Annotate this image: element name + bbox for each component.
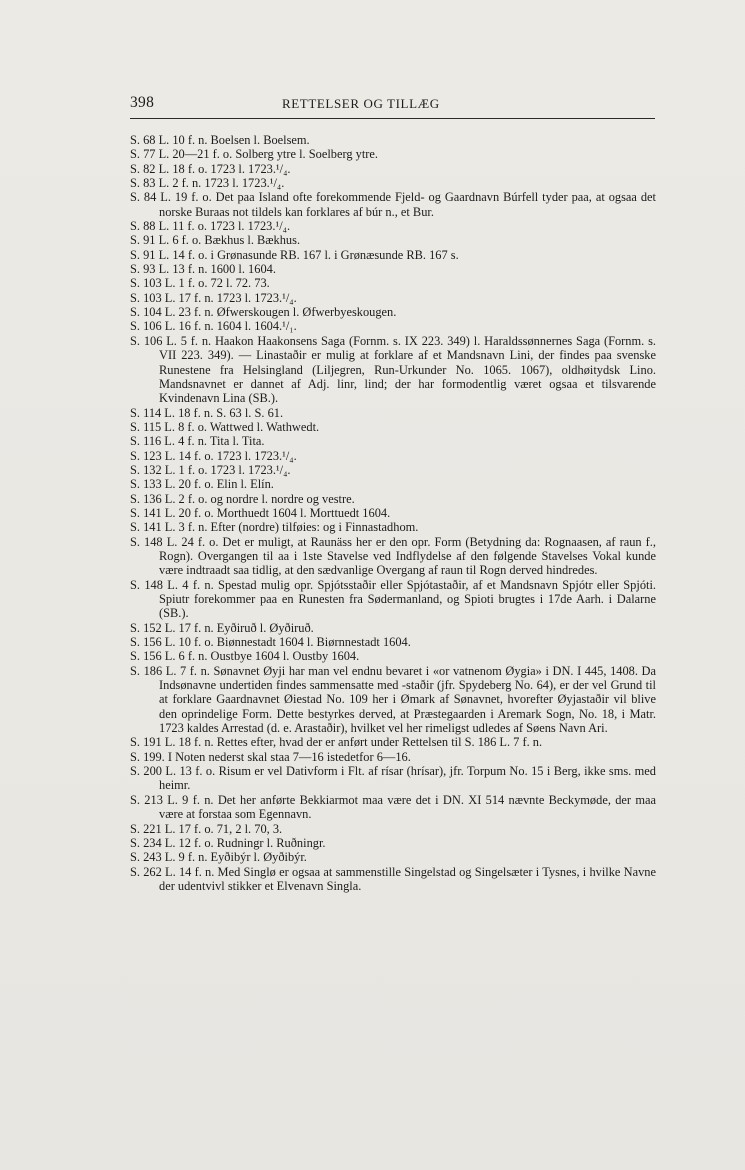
correction-entry: S. 152 L. 17 f. n. Eyðiruð l. Øyðiruð. (130, 620, 314, 635)
correction-entry: S. 148 L. 4 f. n. Spestad mulig opr. Spjótsstaðir eller Spjótastaðir, af et Mandsnavn Spjótr eller Spjóti. Spiutr forekommer paa en Runesten fra Sødermanland, og Spioti brugtes i 17de Aarh. i Dalarne (SB.). (130, 577, 656, 621)
correction-entry: S. 106 L. 5 f. n. Haakon Haakonsens Saga (Fornm. s. IX 223. 349) l. Haraldssønnernes Saga (Fornm. s. VII 223. 349). — Linastaðir er mulig at forklare af et Mandsnavn Lini, der findes paa svenske Runestene fra Helsingland (Liljegren, Run-Urkunder No. 1065. 1067), oldhøitydsk Lino. Mandsnavnet er dannet af Adj. linr, lind; der har formodentlig været ogsaa et tilsvarende Kvindenavn Lina (SB.). (130, 333, 656, 406)
correction-entry: S. 68 L. 10 f. n. Boelsen l. Boelsem. (130, 133, 310, 147)
correction-entry: S. 103 L. 1 f. o. 72 l. 72. 73. (130, 276, 270, 291)
correction-entry: S. 243 L. 9 f. n. Eyðibýr l. Øyðibýr. (130, 850, 307, 865)
correction-entry: S. 186 L. 7 f. n. Sønavnet Øyji har man vel endnu bevaret i «or vatnenom Øygia» i DN. I 445, 1408. Da Indsønavne undertiden findes sammensatte med -staðir (jfr. Spydeberg No. 64), er der vel Grund til at forklare Gaardnavnet Øiestad No. 109 her i Ømark af Sønavnet, hvorefter Øyjastaðir vil blive den oprindelige Form. Dette bestyrkes derved, at Præstegaarden i Aremark Sogn, No. 18, i Matr. 1723 kaldes Arrestad (d. e. Arastaðir), hvilket vel her rimeligst udledes af Søens Navn Ari. (130, 663, 656, 736)
correction-entry: S. 136 L. 2 f. o. og nordre l. nordre og vestre. (130, 491, 355, 506)
correction-entry: S. 141 L. 20 f. o. Morthuedt 1604 l. Morttuedt 1604. (130, 505, 391, 520)
correction-entry: S. 104 L. 23 f. n. Øfwerskougen l. Øfwerbyeskougen. (130, 305, 397, 320)
correction-entry: S. 191 L. 18 f. n. Rettes efter, hvad der er anført under Rettelsen til S. 186 L. 7 f. n. (130, 735, 543, 750)
correction-entry: S. 156 L. 6 f. n. Oustbye 1604 l. Oustby 1604. (130, 649, 360, 664)
correction-entry: S. 199. I Noten nederst skal staa 7—16 istedetfor 6—16. (130, 749, 411, 764)
corrections-list (130, 133, 656, 893)
running-title: RETTELSER OG TILLÆG (282, 96, 440, 111)
correction-entry: S. 115 L. 8 f. o. Wattwed l. Wathwedt. (130, 419, 320, 434)
correction-entry: S. 103 L. 17 f. n. 1723 l. 1723.¹/₄. (130, 290, 297, 305)
correction-entry: S. 123 L. 14 f. o. 1723 l. 1723.¹/₄. (130, 448, 297, 463)
correction-entry: S. 262 L. 14 f. n. Med Singlø er ogsaa at sammenstille Singelstad og Singelsæter i Tysnes, i hvilke Navne der udentvivl stikker et Elvenavn Singla. (130, 864, 656, 893)
correction-entry: S. 156 L. 10 f. o. Biønnestadt 1604 l. Biørnnestadt 1604. (130, 635, 411, 650)
correction-entry: S. 116 L. 4 f. n. Tita l. Tita. (130, 434, 265, 449)
correction-entry: S. 213 L. 9 f. n. Det her anførte Bekkiarmot maa være det i DN. XI 514 nævnte Beckymøde, der maa være at forstaa som Egennavn. (130, 792, 656, 822)
correction-entry: S. 77 L. 20—21 f. o. Solberg ytre l. Soelberg ytre. (130, 147, 379, 162)
correction-entry: S. 221 L. 17 f. o. 71, 2 l. 70, 3. (130, 821, 283, 836)
correction-entry: S. 91 L. 6 f. o. Bækhus l. Bækhus. (130, 233, 301, 248)
correction-entry: S. 88 L. 11 f. o. 1723 l. 1723.¹/₄. (130, 219, 291, 234)
correction-entry: S. 200 L. 13 f. o. Risum er vel Dativform i Flt. af rísar (hrísar), jfr. Torpum No. 15 i Berg, ikke sms. med heimr. (130, 764, 656, 793)
correction-entry: S. 148 L. 24 f. o. Det er muligt, at Raunäss her er den opr. Form (Betydning da: Rognaasen, af raun f., Rogn). Overgangen til aa i 1ste Stavelse ved Indflydelse af den følgende Stavelses Vokal kunde være indtraadt saa tidlig, at den sædvanlige Overgang af raun til Rogn derved hindredes. (130, 534, 656, 578)
correction-entry: S. 114 L. 18 f. n. S. 63 l. S. 61. (130, 405, 284, 420)
correction-entry: S. 141 L. 3 f. n. Efter (nordre) tilføies: og i Finnastadhom. (130, 520, 419, 535)
correction-entry: S. 106 L. 16 f. n. 1604 l. 1604.¹/₁. (130, 319, 297, 334)
correction-entry: S. 133 L. 20 f. o. Elin l. Elín. (130, 477, 274, 492)
correction-entry: S. 91 L. 14 f. o. i Grønasunde RB. 167 l. i Grønæsunde RB. 167 s. (130, 247, 459, 262)
correction-entry: S. 234 L. 12 f. o. Rudningr l. Ruðningr. (130, 835, 326, 850)
correction-entry: S. 93 L. 13 f. n. 1600 l. 1604. (130, 262, 276, 277)
page-header (130, 92, 655, 119)
correction-entry: S. 83 L. 2 f. n. 1723 l. 1723.¹/₄. (130, 176, 285, 191)
correction-entry: S. 82 L. 18 f. o. 1723 l. 1723.¹/₄. (130, 161, 291, 176)
correction-entry: S. 84 L. 19 f. o. Det paa Island ofte forekommende Fjeld- og Gaardnavn Búrfell tyder paa, at ogsaa det norske Buraas not tildels kan forklares af búr n., et Bur. (130, 190, 656, 219)
correction-entry: S. 132 L. 1 f. o. 1723 l. 1723.¹/₄. (130, 462, 291, 477)
page-number: 398 (130, 94, 155, 111)
